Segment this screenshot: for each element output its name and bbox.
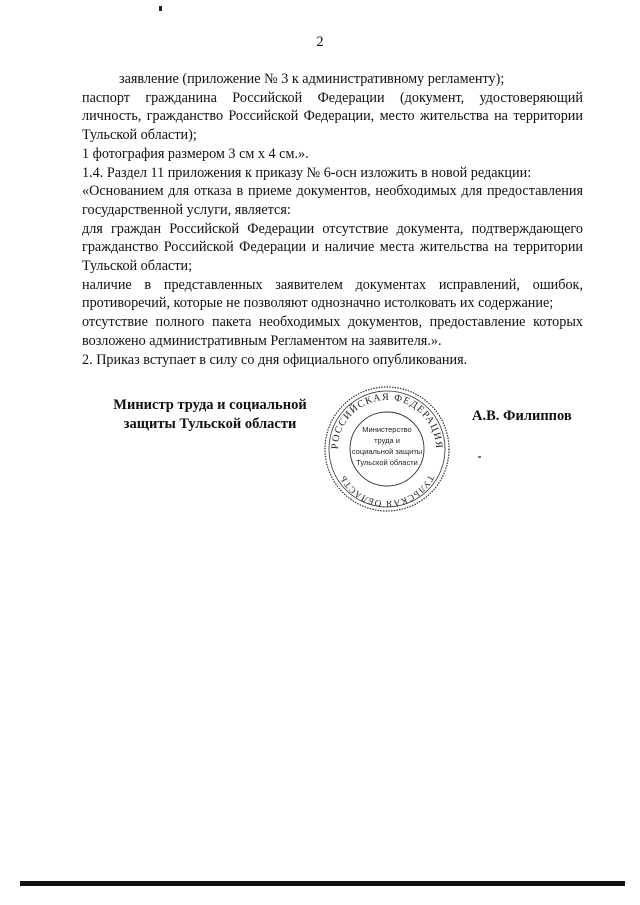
- position-line: Министр труда и социальной: [113, 397, 307, 413]
- paragraph: 2. Приказ вступает в силу со дня официального опубликования.: [82, 351, 468, 368]
- page-number: 2: [316, 34, 324, 50]
- paragraph: отсутствие полного пакета необходимых документов, предоставление которых возложено административным Регламентом на заявителя.».: [82, 314, 583, 349]
- seal-inner-text: Тульской области: [356, 458, 418, 467]
- paragraph: наличие в представленных заявителем документах исправлений, ошибок, противоречий, которые не позволяют однозначно истолковать их содержание;: [82, 276, 583, 312]
- seal-inner-text: социальной защиты: [351, 447, 423, 456]
- document-body: [82, 70, 583, 369]
- paragraph: 1.4. Раздел 11 приложения к приказу № 6-осн изложить в новой редакции:: [82, 164, 532, 181]
- seal-outer-text: ТУЛЬСКАЯ ОБЛАСТЬ: [337, 473, 437, 510]
- signatory-position: [100, 396, 320, 434]
- official-seal: [322, 384, 452, 514]
- paragraph: 1 фотография размером 3 см х 4 см.».: [82, 145, 309, 162]
- scan-speck: [159, 6, 162, 11]
- position-line: защиты Тульской области: [123, 416, 297, 432]
- paragraph: для граждан Российской Федерации отсутствие документа, подтверждающего гражданство Российской Федерации и наличие места жительства на территории Тульской области;: [82, 220, 583, 275]
- paragraph: [82, 89, 583, 145]
- paragraph: заявление (приложение № 3 к административному регламенту);: [119, 71, 505, 87]
- seal-inner-text: труда и: [374, 436, 400, 445]
- seal-inner-text: Министерство: [362, 425, 412, 434]
- bottom-border-rule: [20, 881, 625, 886]
- scan-speck: [478, 456, 481, 458]
- signatory-name: А.В. Филиппов: [472, 408, 572, 424]
- seal-outer-text: РОССИЙСКАЯ ФЕДЕРАЦИЯ: [329, 391, 445, 450]
- paragraph-text: паспорт гражданина Российской Федерации (документ, удостоверяющий личность, гражданство Российской Федерации, место жительства на территории Тульской области);: [82, 89, 583, 144]
- paragraph: «Основанием для отказа в приеме документов, необходимых для предоставления государственной услуги, является:: [82, 183, 583, 218]
